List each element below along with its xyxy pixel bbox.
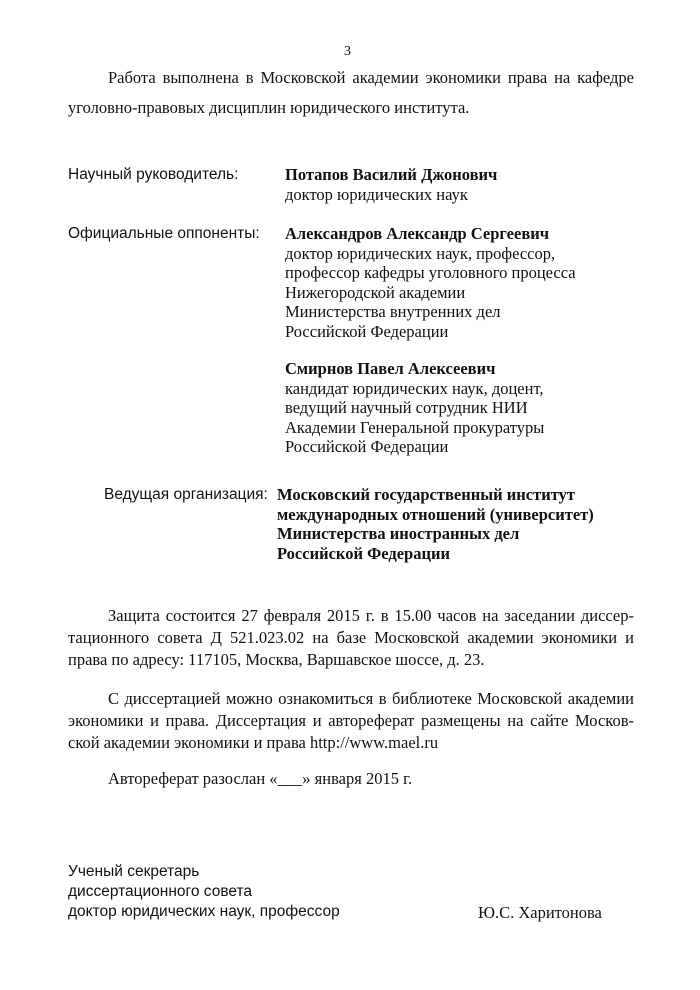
library-line-2: экономики и права. Диссертация и автореферат размещены на сайте Москов- — [68, 711, 634, 730]
supervisor-label: Научный руководитель: — [68, 166, 239, 183]
defense-line-1: Защита состоится 27 февраля 2015 г. в 15.00 часов на заседании диссер- — [108, 606, 634, 625]
opponent-2-line: ведущий научный сотрудник НИИ — [285, 398, 528, 417]
opponent-2-line: кандидат юридических наук, доцент, — [285, 378, 544, 398]
page-number: 3 — [344, 44, 351, 59]
defense-line-2: тационного совета Д 521.023.02 на базе Московской академии экономики и — [68, 628, 634, 647]
lead-org-line: Министерства иностранных дел — [277, 524, 520, 543]
opponent-2-block — [285, 359, 544, 457]
opponent-1-line: Нижегородской академии — [285, 282, 466, 302]
opponent-1-block — [285, 224, 576, 341]
opponent-1-line: профессор кафедры уголовного процесса — [285, 263, 576, 282]
intro-line-1: Работа выполнена в Московской академии экономики права на кафедре — [108, 68, 634, 87]
defense-line-3: права по адресу: 117105, Москва, Варшавское шоссе, д. 23. — [68, 650, 485, 669]
supervisor-degree: доктор юридических наук — [285, 184, 468, 204]
opponent-1-line: Российской Федерации — [285, 321, 449, 341]
opponent-1-line: доктор юридических наук, профессор, — [285, 243, 556, 263]
lead-org-label: Ведущая организация: — [104, 486, 268, 503]
opponent-2-name: Смирнов Павел Алексеевич — [285, 359, 496, 378]
opponent-2-line: Академии Генеральной прокуратуры — [285, 417, 545, 437]
lead-org-line: Российской Федерации — [277, 543, 450, 563]
supervisor-name: Потапов Василий Джонович — [285, 165, 498, 184]
opponent-1-line: Министерства внутренних дел — [285, 302, 501, 321]
supervisor-block — [285, 165, 497, 204]
sent-date: Автореферат разослан «___» января 2015 г. — [108, 769, 413, 788]
lead-org-block — [277, 485, 594, 563]
library-line-1: С диссертацией можно ознакомиться в библиотеке Московской академии — [108, 689, 634, 708]
secretary-title-1: Ученый секретарь — [68, 863, 200, 880]
opponent-2-line: Российской Федерации — [285, 437, 449, 456]
secretary-title-2: диссертационного совета — [68, 883, 253, 900]
opponents-label: Официальные оппоненты: — [68, 225, 260, 242]
secretary-name: Ю.С. Харитонова — [478, 903, 602, 922]
intro-line-2: уголовно-правовых дисциплин юридического института. — [68, 98, 470, 117]
lead-org-line: Московский государственный институт — [277, 485, 575, 504]
opponent-1-name: Александров Александр Сергеевич — [285, 224, 550, 243]
lead-org-line: международных отношений (университет) — [277, 504, 594, 524]
library-line-3: ской академии экономики и права http://www.mael.ru — [68, 733, 439, 752]
secretary-title-3: доктор юридических наук, профессор — [68, 903, 340, 920]
